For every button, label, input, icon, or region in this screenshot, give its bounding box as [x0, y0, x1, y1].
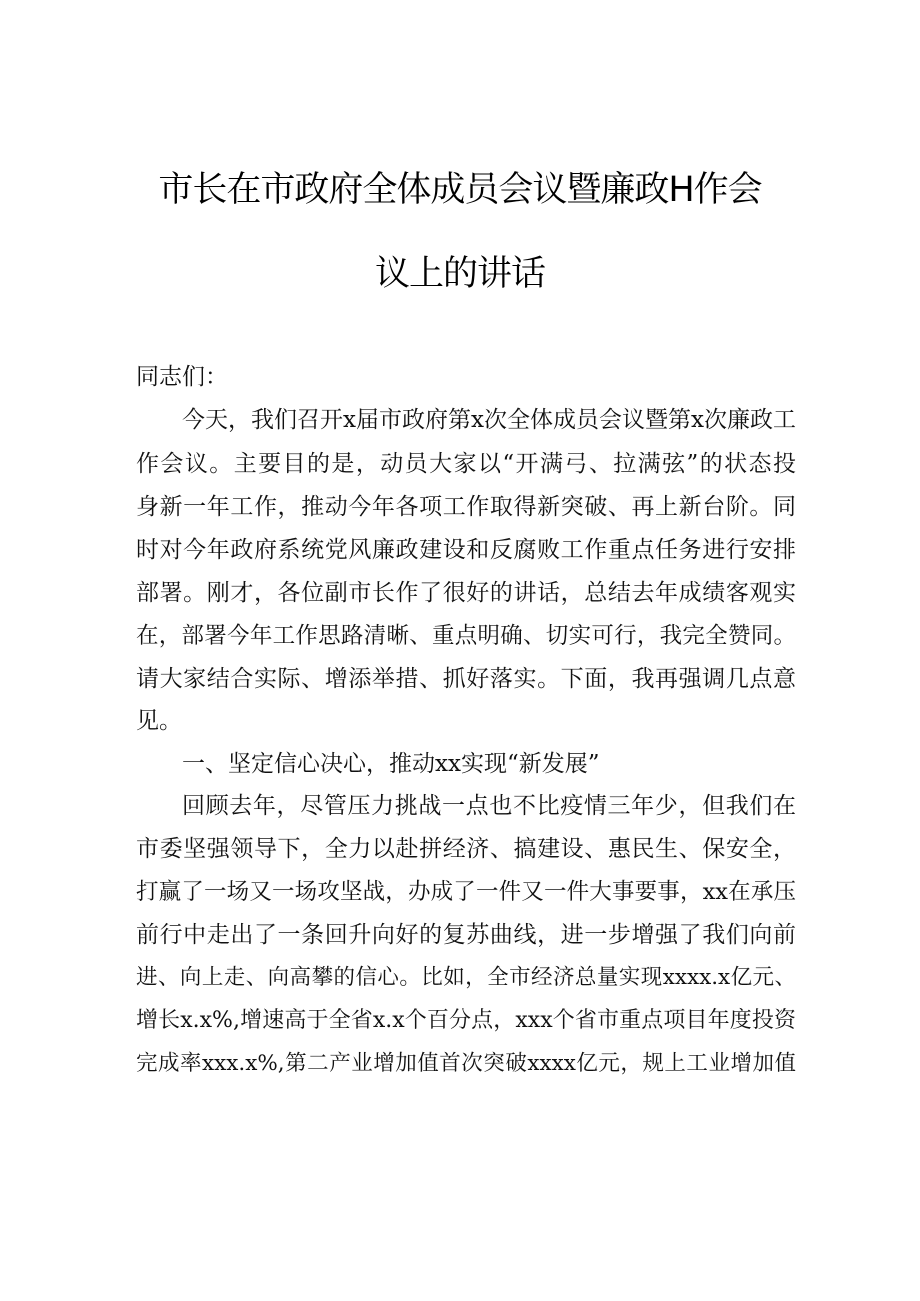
- section-heading: 一、坚定信心决心，推动xx实现“新发展”: [182, 751, 600, 777]
- paragraph-line: 作会议。主要目的是，动员大家以“开满弓、拉满弦”的状态投: [136, 451, 796, 477]
- paragraph-line: 增长x.x%,增速高于全省x.x个百分点，xxx个省市重点项目年度投资: [136, 1008, 796, 1033]
- paragraph-line: 请大家结合实际、增添举措、抓好落实。下面，我再强调几点意: [136, 666, 796, 692]
- paragraph-line: 市委坚强领导下，全力以赴拼经济、搞建设、惠民生、保安全，: [136, 836, 796, 862]
- paragraph-line: 见。: [136, 708, 182, 734]
- paragraph-line: 身新一年工作，推动今年各项工作取得新突破、再上新台阶。同: [136, 494, 796, 520]
- paragraph-line: 在，部署今年工作思路清晰、重点明确、切实可行，我完全赞同。: [136, 623, 796, 649]
- paragraph-line: 时对今年政府系统党风廉政建设和反腐败工作重点任务进行安排: [136, 537, 796, 563]
- document-title-line-2: 议上的讲话: [374, 254, 545, 294]
- paragraph-line: 今天，我们召开x届市政府第x次全体成员会议暨第x次廉政工: [182, 407, 796, 433]
- paragraph-line: 进、向上走、向高攀的信心。比如，全市经济总量实现xxxx.x亿元、: [136, 965, 796, 990]
- paragraph-line: 完成率xxx.x%,第二产业增加值首次突破xxxx亿元，规上工业增加值: [136, 1051, 796, 1076]
- document-title-line-1: 市长在市政府全体成员会议暨廉政H作会: [158, 170, 762, 210]
- paragraph-line: 部署。刚才，各位副市长作了很好的讲话，总结去年成绩客观实: [136, 580, 796, 606]
- paragraph-line: 回顾去年，尽管压力挑战一点也不比疫情三年少，但我们在: [182, 793, 796, 819]
- salutation: 同志们：: [136, 364, 228, 390]
- paragraph-line: 打赢了一场又一场攻坚战，办成了一件又一件大事要事，xx在承压: [136, 879, 796, 905]
- paragraph-line: 前行中走出了一条回升向好的复苏曲线，进一步增强了我们向前: [136, 922, 796, 948]
